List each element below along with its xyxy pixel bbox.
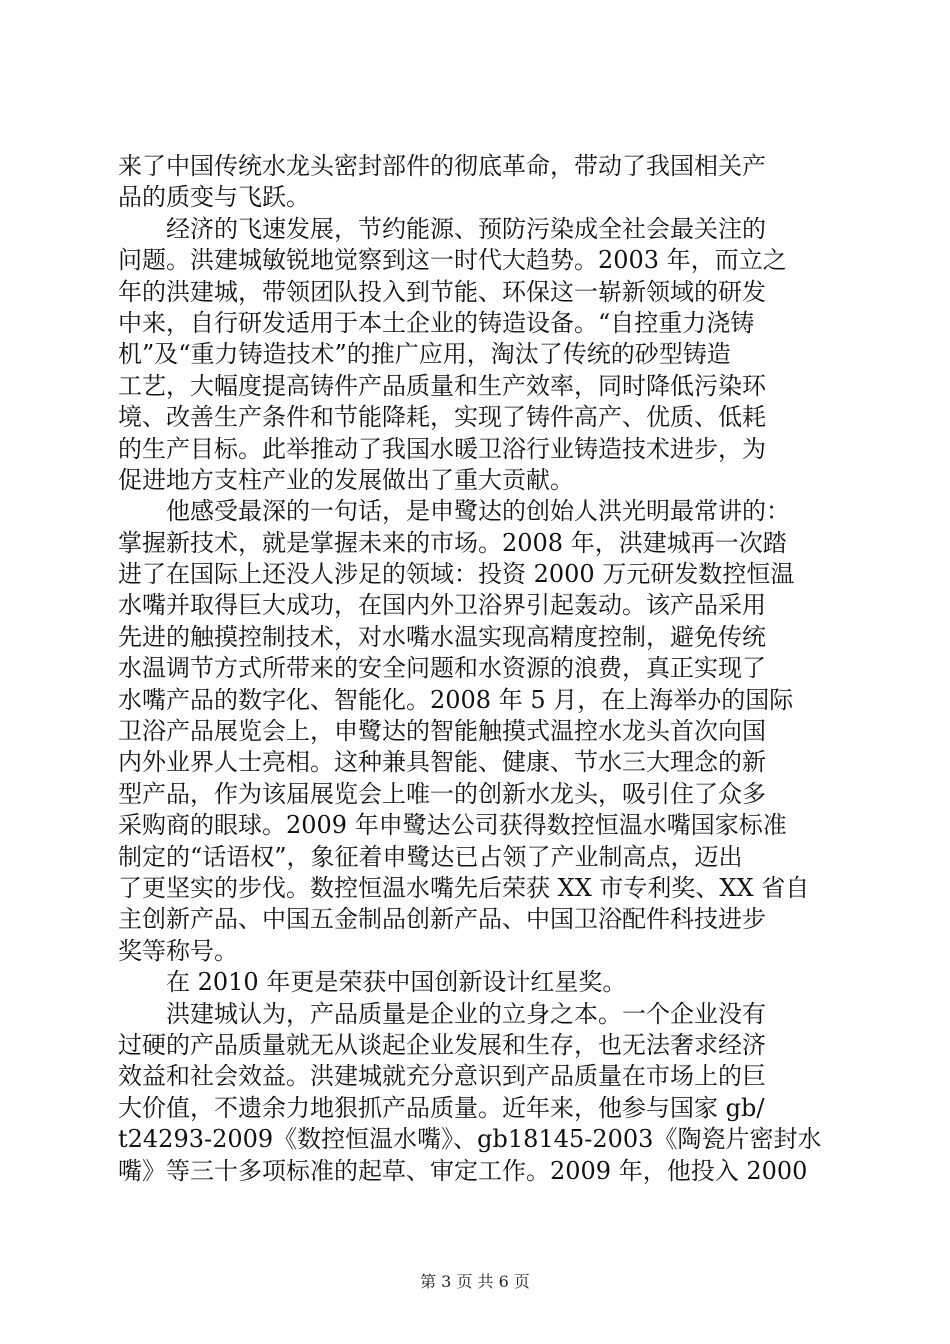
text-line: 来了中国传统水龙头密封部件的彻底革命，带动了我国相关产 [118, 152, 766, 180]
text-line: 品的质变与飞跃。 [118, 183, 310, 212]
text-line: 掌握新技术，就是掌握未来的市场。2008 年，洪建城再一次踏 [118, 528, 787, 557]
text-line: 型产品，作为该届展览会上唯一的创新水龙头，吸引住了众多 [118, 779, 766, 808]
text-line: 洪建城认为，产品质量是企业的立身之本。一个企业没有 [118, 999, 766, 1028]
text-line: 年的洪建城，带领团队投入到节能、环保这一崭新领域的研发 [118, 277, 766, 306]
text-line: 在 2010 年更是荣获中国创新设计红星奖。 [118, 968, 627, 997]
text-line: 水温调节方式所带来的安全问题和水资源的浪费，真正实现了 [118, 654, 766, 683]
text-line: 中来，自行研发适用于本土企业的铸造设备。“自控重力浇铸 [118, 308, 755, 337]
page-footer: 第 3 页 共 6 页 [420, 1272, 530, 1291]
text-line: 经济的飞速发展，节约能源、预防污染成全社会最关注的 [118, 214, 766, 243]
text-line: 嘴》等三十多项标准的起草、审定工作。2009 年，他投入 2000 [118, 1156, 808, 1185]
text-line: 先进的触摸控制技术，对水嘴水温实现高精度控制，避免传统 [118, 622, 766, 651]
body-text [118, 151, 838, 1187]
text-line: 内外业界人士亮相。这种兼具智能、健康、节水三大理念的新 [118, 748, 766, 777]
text-line: t24293-2009《数控恒温水嘴》、gb18145-2003《陶瓷片密封水 [118, 1125, 822, 1154]
text-line: 他感受最深的一句话，是申鹭达的创始人洪光明最常讲的： [118, 497, 790, 526]
text-line: 境、改善生产条件和节能降耗，实现了铸件高产、优质、低耗 [118, 403, 766, 432]
text-line: 卫浴产品展览会上，申鹭达的智能触摸式温控水龙头首次向国 [118, 717, 766, 746]
text-line: 效益和社会效益。洪建城就充分意识到产品质量在市场上的巨 [118, 1062, 766, 1091]
text-line: 水嘴并取得巨大成功，在国内外卫浴界引起轰动。该产品采用 [118, 591, 766, 620]
text-line: 工艺，大幅度提高铸件产品质量和生产效率，同时降低污染环 [118, 371, 766, 400]
text-line: 采购商的眼球。2009 年申鹭达公司获得数控恒温水嘴国家标准 [118, 811, 787, 840]
text-line: 问题。洪建城敏锐地觉察到这一时代大趋势。2003 年，而立之 [118, 246, 787, 275]
text-line: 机”及“重力铸造技术”的推广应用，淘汰了传统的砂型铸造 [118, 340, 731, 369]
text-line: 水嘴产品的数字化、智能化。2008 年 5 月，在上海举办的国际 [118, 685, 794, 714]
text-line: 促进地方支柱产业的发展做出了重大贡献。 [118, 465, 574, 494]
text-line: 过硬的产品质量就无从谈起企业发展和生存，也无法奢求经济 [118, 1030, 766, 1059]
text-line: 的生产目标。此举推动了我国水暖卫浴行业铸造技术进步，为 [118, 434, 766, 463]
text-line: 了更坚实的步伐。数控恒温水嘴先后荣获 XX 市专利奖、XX 省自 [118, 873, 810, 902]
text-line: 大价值，不遗余力地狠抓产品质量。近年来，他参与国家 gb/ [118, 1093, 765, 1122]
text-line: 制定的“话语权”，象征着申鹭达已占领了产业制高点，迈出 [118, 842, 743, 871]
text-line: 进了在国际上还没人涉足的领域：投资 2000 万元研发数控恒温 [118, 560, 795, 589]
text-line: 奖等称号。 [118, 936, 238, 965]
text-line: 主创新产品、中国五金制品创新产品、中国卫浴配件科技进步 [118, 905, 766, 934]
